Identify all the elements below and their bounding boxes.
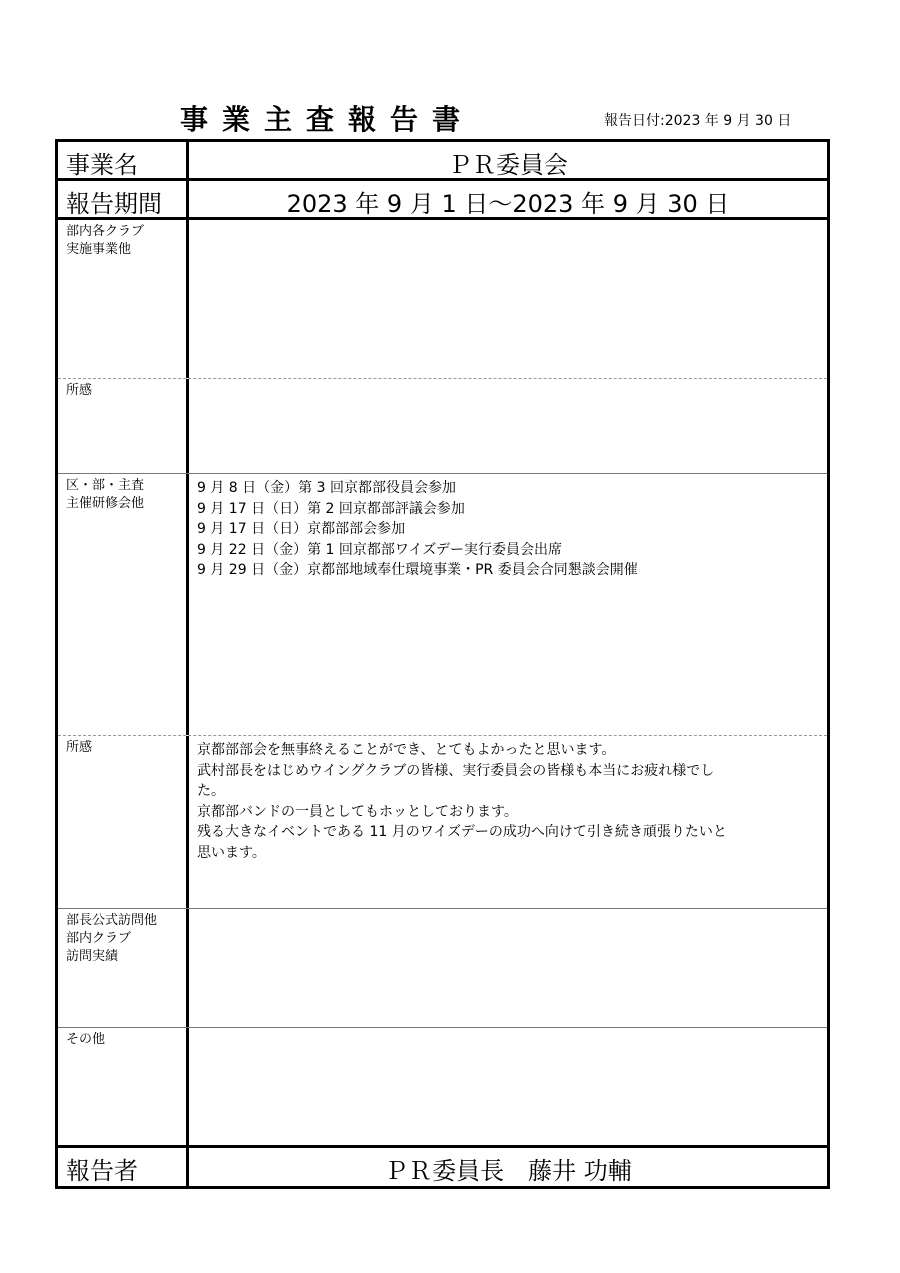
section-label-line: 主催研修会他 [66, 496, 145, 511]
section-label-line: 部長公式訪問他 [66, 913, 158, 928]
report-period-value: 2023 年 9 月 1 日～2023 年 9 月 30 日 [286, 190, 730, 218]
section-content [189, 1028, 827, 1145]
section-label-line: 区・部・主査 [66, 478, 145, 493]
event-line: 9 月 17 日（日）第 2 回京都部評議会参加 [197, 500, 465, 517]
document-title: 事業主査報告書 [180, 103, 475, 136]
reporter-label: 報告者 [58, 1148, 189, 1189]
business-name-value: ＰＲ委員会 [448, 151, 568, 179]
section-label-line: 所感 [66, 383, 93, 398]
business-name-row [58, 142, 827, 181]
section-other [58, 1028, 827, 1148]
event-line: 9 月 22 日（金）第 1 回京都部ワイズデー実行委員会出席 [197, 541, 563, 558]
impression-line: 残る大きなイベントである 11 月のワイズデーの成功へ向けて引き続き頑張りたいと [197, 824, 727, 840]
reporter-value: ＰＲ委員長 藤井 功輔 [384, 1157, 632, 1185]
section-content [189, 379, 827, 473]
section-label-line: 実施事業他 [66, 242, 132, 257]
report-period-label: 報告期間 [58, 181, 189, 217]
section-content [189, 909, 827, 1027]
report-date: 報告日付:2023 年 9 月 30 日 [604, 113, 792, 129]
event-line: 9 月 8 日（金）第 3 回京都部役員会参加 [197, 480, 456, 496]
event-line: 9 月 17 日（日）京都部部会参加 [197, 521, 406, 537]
report-period-row [58, 181, 827, 220]
section-training-events [58, 474, 827, 736]
section-label-line: 部内各クラブ [66, 224, 145, 239]
section-label-line: 部内クラブ [66, 931, 132, 946]
impression-line: 思います。 [197, 844, 266, 861]
section-official-visits [58, 909, 827, 1028]
section-content [189, 474, 827, 735]
impression-line: 京都部バンドの一員としてもホッとしております。 [197, 803, 518, 820]
section-content [189, 220, 827, 378]
report-form [55, 139, 830, 1189]
event-line: 9 月 29 日（金）京都部地域奉仕環境事業・PR 委員会合同懇談会開催 [197, 562, 638, 578]
impression-line: 武村部長をはじめウイングクラブの皆様、実行委員会の皆様も本当にお疲れ様でし [197, 762, 715, 779]
reporter-row [58, 1148, 827, 1189]
section-label-line: 所感 [66, 740, 93, 755]
impression-line: た。 [197, 783, 225, 799]
section-content [189, 736, 827, 908]
business-name-label: 事業名 [58, 142, 189, 178]
section-impressions-1 [58, 379, 827, 474]
impression-line: 京都部部会を無事終えることができ、とてもよかったと思います。 [197, 742, 616, 758]
section-impressions-2 [58, 736, 827, 909]
section-label-line: 訪問実績 [66, 949, 119, 964]
section-club-activities [58, 220, 827, 379]
section-label-line: その他 [66, 1032, 106, 1047]
